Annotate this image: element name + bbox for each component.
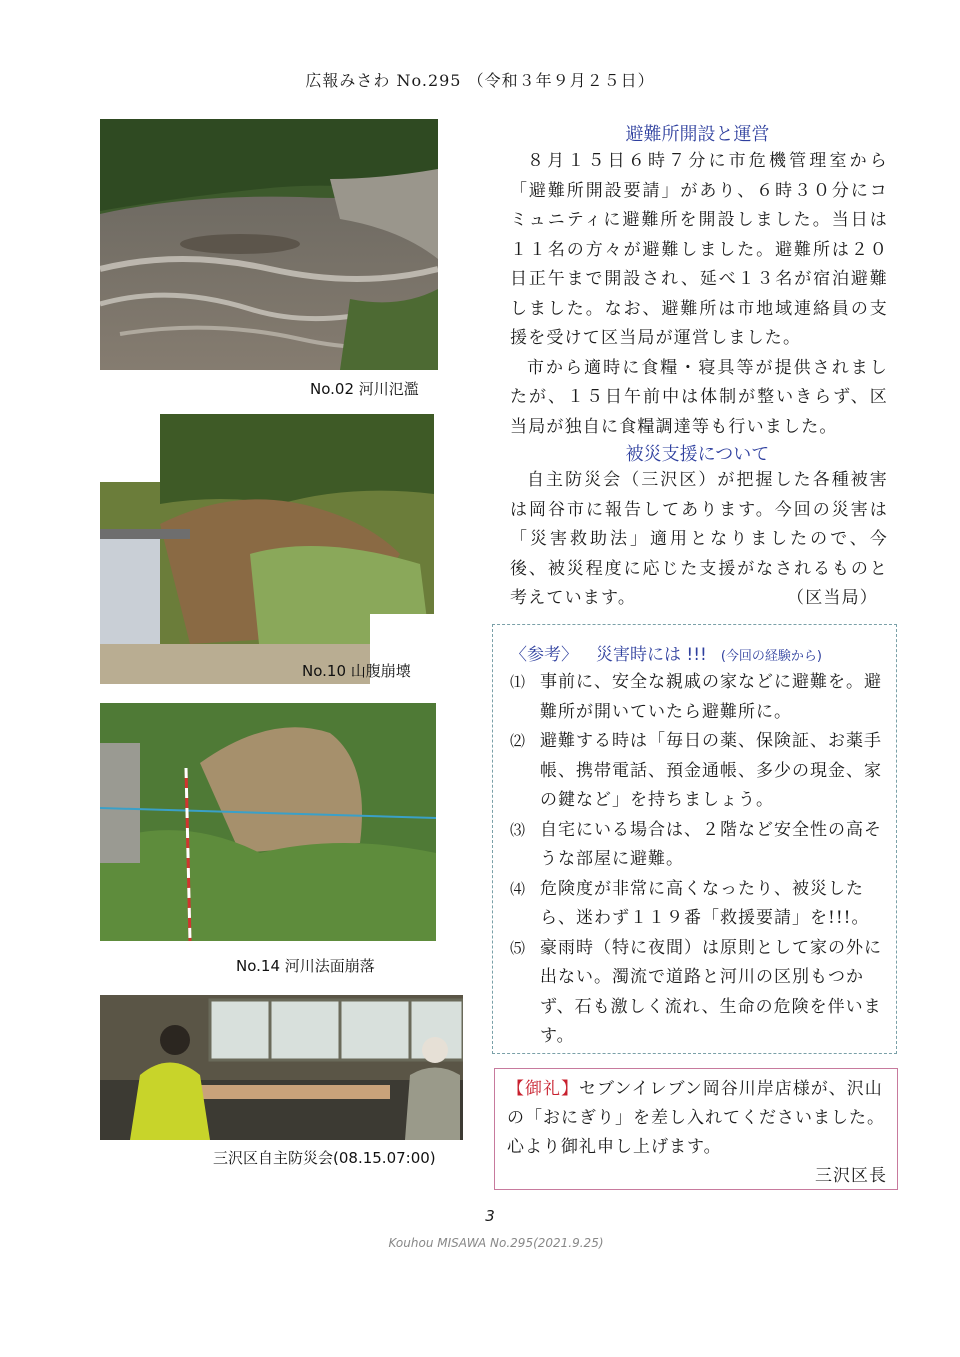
reference-item xyxy=(510,668,895,727)
caption-photo-1: No.02 河川氾濫 xyxy=(310,380,419,398)
reference-item-number: ⑶ xyxy=(510,820,527,839)
section-body-shelter xyxy=(510,147,888,442)
support-signoff: （区当局） xyxy=(787,588,878,608)
section-title-shelter: 避難所開設と運営 xyxy=(625,124,770,145)
reference-item-text: 豪雨時（特に夜間）は原則として家の外に出ない。濁流で道路と河川の区別もつかず、石も激しく流れ、生命の危険を伴います。 xyxy=(540,937,882,1046)
thanks-signoff: 三沢区長 xyxy=(815,1166,887,1186)
reference-item-text: 自宅にいる場合は、２階など安全性の高そうな部屋に避難。 xyxy=(540,819,882,869)
reference-item xyxy=(510,727,895,816)
reference-item-number: ⑷ xyxy=(510,879,527,898)
thanks-label: 【御礼】 xyxy=(507,1079,579,1099)
reference-heading xyxy=(510,640,822,665)
section-title-support: 被災支援について xyxy=(625,444,770,465)
caption-photo-4: 三沢区自主防災会(08.15.07:00) xyxy=(213,1149,436,1167)
reference-item xyxy=(510,934,895,1052)
reference-note: (今回の経験から) xyxy=(720,649,823,664)
photo-disaster-meeting xyxy=(100,995,463,1140)
shelter-paragraph-1: ８月１５日６時７分に市危機管理室から「避難所開設要請」があり、６時３０分にコミュニティに避難所を開設しました。当日は１１名の方々が避難しました。避難所は２０日正午まで開設され、延べ１３名が宿泊避難しました。なお、避難所は市地域連絡員の支援を受けて区当局が運営しました。 xyxy=(510,151,888,348)
photo-river-flood xyxy=(100,119,438,370)
photo-landslide xyxy=(100,414,434,684)
reference-item-number: ⑵ xyxy=(510,732,527,750)
reference-list xyxy=(510,668,895,1052)
reference-item xyxy=(510,875,895,934)
section-body-support xyxy=(510,466,888,614)
reference-label: 〈参考〉 xyxy=(510,645,578,665)
thanks-message: セブンイレブン岡谷川岸店様が、沢山の「おにぎり」を差し入れてくださいました。心より御礼申し上げます。 xyxy=(507,1079,885,1157)
reference-item-text: 危険度が非常に高くなったり、被災したら、迷わず１１９番「救援要請」を!!!。 xyxy=(540,878,870,928)
newsletter-header: 広報みさわ No.295 （令和３年９月２５日） xyxy=(305,71,655,90)
reference-item xyxy=(510,816,895,875)
reference-item-text: 事前に、安全な親戚の家などに避難を。避難所が開いていたら避難所に。 xyxy=(540,672,882,722)
reference-item-number: ⑸ xyxy=(510,938,527,957)
reference-item-number: ⑴ xyxy=(510,673,527,691)
shelter-paragraph-2: 市から適時に食糧・寝具等が提供されましたが、１５日午前中は体制が整いきらず、区当局が独自に食糧調達等も行いました。 xyxy=(510,357,888,437)
page-footer: Kouhou MISAWA No.295(2021.9.25) xyxy=(388,1236,604,1250)
page-number: 3 xyxy=(485,1207,495,1225)
support-paragraph: 自主防災会（三沢区）が把握した各種被害は岡谷市に報告してあります。今回の災害は「災害救助法」適用となりましたので、今後、被災程度に応じた支援がなされるものと考えています。 xyxy=(510,470,888,608)
caption-photo-2: No.10 山腹崩壊 xyxy=(302,662,411,680)
photo-riverbank-collapse xyxy=(100,703,436,941)
reference-title: 災害時には !!! xyxy=(596,645,707,665)
reference-item-text: 避難する時は「毎日の薬、保険証、お薬手帳、携帯電話、預金通帳、多少の現金、家の鍵など」を持ちましょう。 xyxy=(540,731,882,810)
caption-photo-3: No.14 河川法面崩落 xyxy=(236,957,375,975)
thanks-content xyxy=(507,1075,891,1191)
